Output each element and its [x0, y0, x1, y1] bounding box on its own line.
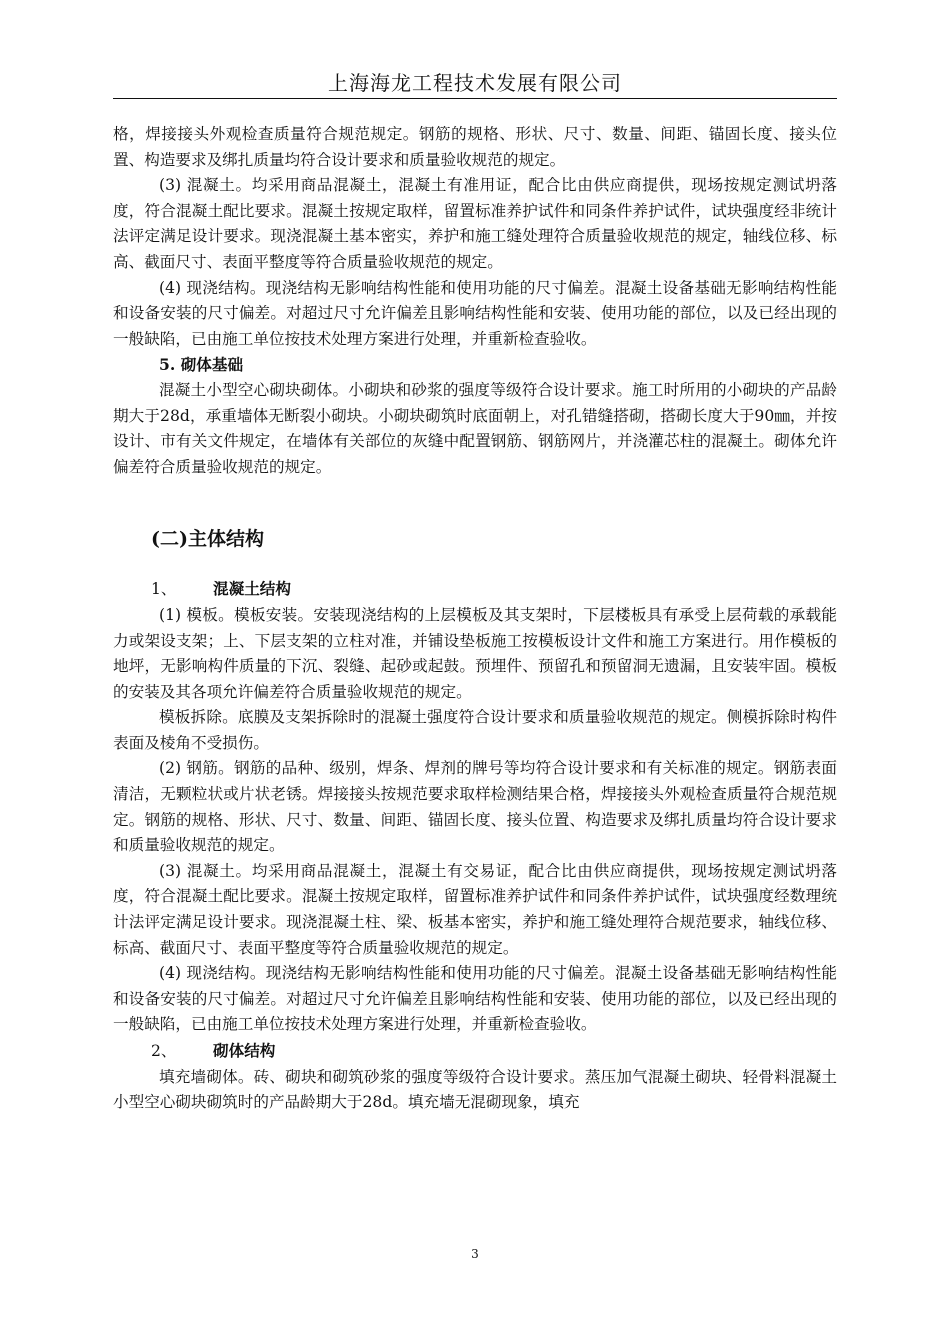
paragraph-formwork-removal: 模板拆除。底膜及支架拆除时的混凝土强度符合设计要求和质量验收规范的规定。侧模拆除时构件表面及棱角不受损伤。	[113, 708, 837, 752]
header-rule	[113, 98, 837, 99]
paragraph-rebar-continued: 格，焊接接头外观检查质量符合规范规定。钢筋的规格、形状、尺寸、数量、间距、锚固长度、接头位置、构造要求及绑扎质量均符合设计要求和质量验收规范的规定。	[113, 125, 837, 169]
subheading-number: 1、	[151, 580, 177, 599]
paragraph-masonry-foundation: 混凝土小型空心砌块砌体。小砌块和砂浆的强度等级符合设计要求。施工时所用的小砌块的产品龄期大于28d，承重墙体无断裂小砌块。小砌块砌筑时底面朝上，对孔错缝搭砌，搭砌长度大于90㎜，并按设计、市有关文件规定，在墙体有关部位的灰缝中配置钢筋、钢筋网片，并浇灌芯柱的混凝土。砌体允许偏差符合质量验收规范的规定。	[113, 380, 837, 476]
paragraph-formwork: (1) 模板。模板安装。安装现浇结构的上层模板及其支架时，下层楼板具有承受上层荷载的承载能力或架设支架；上、下层支架的立柱对准，并铺设垫板施工按模板设计文件和施工方案进行。用作模板的地坪，无影响构件质量的下沉、裂缝、起砂或起鼓。预埋件、预留孔和预留洞无遗漏，且安装牢固。模板的安装及其各项允许偏差符合质量验收规范的规定。	[113, 605, 837, 701]
subheading-label: 混凝土结构	[213, 579, 291, 599]
paragraph-infill-wall: 填充墙砌体。砖、砌块和砌筑砂浆的强度等级符合设计要求。蒸压加气混凝土砌块、轻骨料混凝土小型空心砌块砌筑时的产品龄期大于28d。填充墙无混砌现象，填充	[113, 1067, 837, 1112]
section-title-main-structure: (二)主体结构	[151, 528, 264, 551]
paragraph-concrete-2: (3) 混凝土。均采用商品混凝土，混凝土有交易证，配合比由供应商提供，现场按规定测试坍落度，符合混凝土配比要求。混凝土按规定取样，留置标准养护试件和同条件养护试件，试块强度经数理统计法评定满足设计要求。现浇混凝土柱、梁、板基本密实，养护和施工缝处理符合规范要求，轴线位移、标高、截面尺寸、表面平整度等符合质量验收规范的规定。	[113, 861, 837, 957]
spacer	[113, 480, 837, 524]
heading-masonry-foundation: 5. 砌体基础	[159, 355, 244, 375]
spacer	[113, 554, 837, 576]
document-body	[113, 122, 837, 1116]
subheading-concrete-structure	[113, 576, 837, 603]
paragraph-cast-in-place-2: (4) 现浇结构。现浇结构无影响结构性能和使用功能的尺寸偏差。混凝土设备基础无影响结构性能和设备安装的尺寸偏差。对超过尺寸允许偏差且影响结构性能和安装、使用功能的部位，以及已经出现的一般缺陷，已由施工单位按技术处理方案进行处理，并重新检查验收。	[113, 964, 837, 1034]
page-header-company: 上海海龙工程技术发展有限公司	[328, 71, 622, 95]
paragraph-cast-in-place: (4) 现浇结构。现浇结构无影响结构性能和使用功能的尺寸偏差。混凝土设备基础无影响结构性能和设备安装的尺寸偏差。对超过尺寸允许偏差且影响结构性能和安装、使用功能的部位，以及已经出现的一般缺陷，已由施工单位按技术处理方案进行处理，并重新检查验收。	[113, 278, 837, 348]
subheading-masonry-structure	[113, 1038, 837, 1065]
paragraph-concrete: (3) 混凝土。均采用商品混凝土，混凝土有准用证，配合比由供应商提供，现场按规定测试坍落度，符合混凝土配比要求。混凝土按规定取样，留置标准养护试件和同条件养护试件，试块强度经非统计法评定满足设计要求。现浇混凝土基本密实，养护和施工缝处理符合质量验收规范的规定，轴线位移、标高、截面尺寸、表面平整度等符合质量验收规范的规定。	[113, 176, 837, 271]
page-number: 3	[471, 1247, 479, 1261]
subheading-number: 2、	[151, 1042, 177, 1060]
subheading-label: 砌体结构	[213, 1041, 276, 1060]
paragraph-rebar: (2) 钢筋。钢筋的品种、级别，焊条、焊剂的牌号等均符合设计要求和有关标准的规定。钢筋表面清洁，无颗粒状或片状老锈。焊接接头按规范要求取样检测结果合格，焊接接头外观检查质量符合规范规定。钢筋的规格、形状、尺寸、数量、间距、锚固长度、接头位置、构造要求及绑扎质量均符合设计要求和质量验收规范的规定。	[113, 759, 837, 855]
